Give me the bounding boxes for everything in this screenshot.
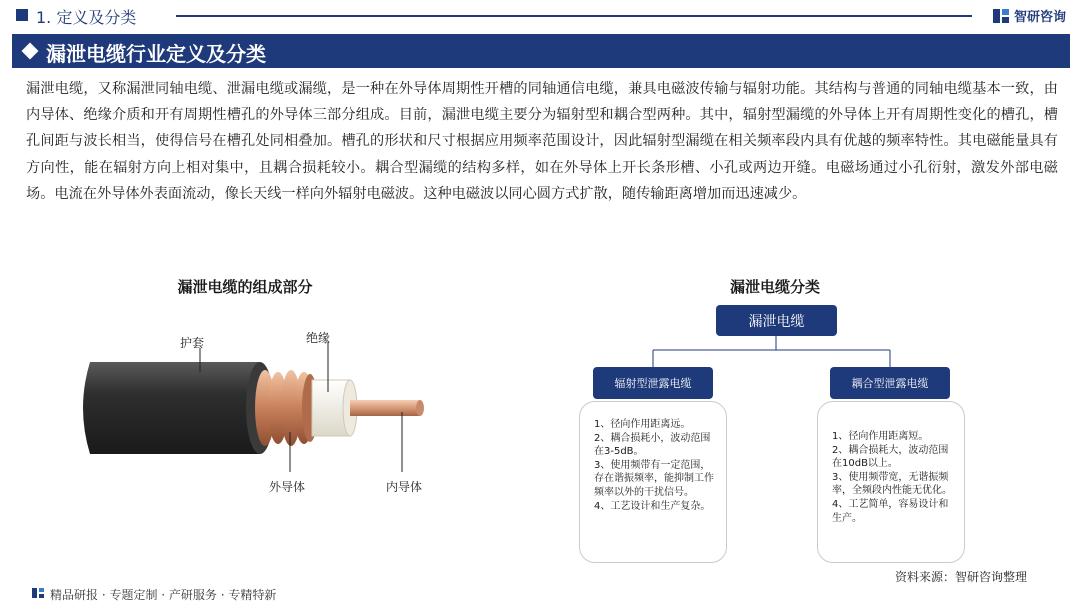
list-item: 4、工艺设计和生产复杂。 [594, 500, 711, 512]
header-divider [176, 15, 972, 17]
list-item: 3、使用频带宽，无谐振频率，全频段内性能无优化。 [832, 471, 952, 497]
inner-conductor-label: 内导体 [386, 480, 423, 494]
radiating-details [579, 401, 727, 563]
coupled-details [817, 401, 965, 563]
list-item: 3、使用频带有一定范围，存在谐振频率，能抑制工作频率以外的干扰信号。 [594, 459, 714, 498]
brand [992, 6, 1066, 25]
inner-conductor-shape [350, 400, 422, 416]
components-title: 漏泄电缆的组成部分 [177, 278, 313, 296]
title-banner [12, 34, 1070, 68]
sheath-shape [83, 362, 267, 454]
brand-logo-icon [992, 7, 1010, 25]
page-title: 漏泄电缆行业定义及分类 [46, 42, 266, 66]
cable-diagram [60, 320, 460, 500]
insulation-label: 绝缘 [306, 331, 331, 345]
brand-name: 智研咨询 [1013, 10, 1066, 25]
root-node: 漏泄电缆 [716, 305, 837, 336]
classification-title: 漏泄电缆分类 [729, 278, 820, 296]
list-item: 2、耦合损耗小，波动范围在3-5dB。 [594, 432, 711, 458]
footer-logo-icon [32, 587, 44, 599]
intro-paragraph: 漏泄电缆，又称漏泄同轴电缆、泄漏电缆或漏缆，是一种在外导体周期性开槽的同轴通信电缆，兼具电磁波传输与辐射功能。其结构与普通的同轴电缆基本一致，由内导体、绝缘介质和开有周期性槽孔的外导体三部分组成。目前，漏泄电缆主要分为辐射型和耦合型两种。其中，辐射型漏缆的外导体上开有周期性变化的槽孔，槽孔间距与波长相当，使得信号在槽孔处同相叠加。槽孔的形状和尺寸根据应用频率范围设计，因此辐射型漏缆在相关频率段内具有优越的频率特性。其电磁能量具有方向性，能在辐射方向上相对集中，且耦合损耗较小。耦合型漏缆的结构多样，如在外导体上开长条形槽、小孔或两边开缝。电磁场通过小孔衍射，激发外部电磁场。电流在外导体外表面流动，像长天线一样向外辐射电磁波。这种电磁波以同心圆方式扩散，随传输距离增加而迅速减少。 [26, 81, 1058, 202]
section-marker [16, 9, 28, 21]
section-title: 1. 定义及分类 [36, 8, 137, 27]
list-item: 4、工艺简单，容易设计和生产。 [832, 498, 949, 524]
category-radiating: 辐射型泄露电缆 [593, 367, 713, 399]
list-item: 1、径向作用距离短。 [832, 431, 929, 442]
outer-conductor-label: 外导体 [269, 480, 306, 494]
footer [0, 583, 1080, 606]
top-bar [0, 0, 1080, 32]
list-item: 2、耦合损耗大，波动范围在10dB以上。 [832, 444, 949, 470]
sheath-label: 护套 [180, 336, 205, 350]
list-item: 1、径向作用距离远。 [594, 419, 691, 430]
source-note: 资料来源：智研咨询整理 [895, 570, 1028, 584]
footer-tagline: 精品研报 · 专题定制 · 产研服务 · 专精特新 [50, 588, 277, 602]
diamond-icon [22, 43, 39, 60]
outer-conductor-shape [255, 370, 318, 446]
category-coupled: 耦合型泄露电缆 [830, 367, 950, 399]
